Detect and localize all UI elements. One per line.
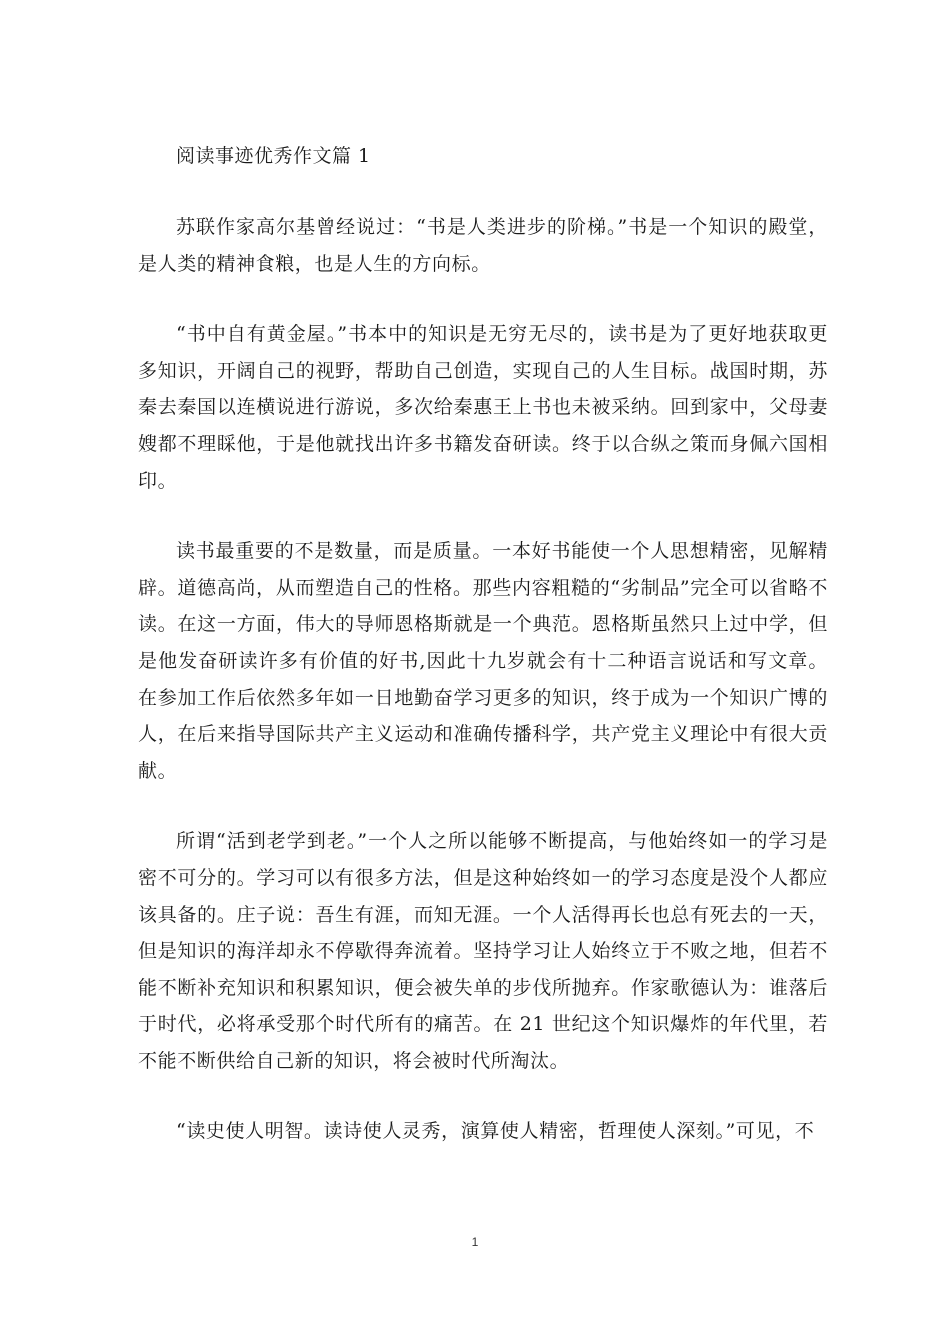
- document-body: [138, 138, 828, 1150]
- essay-title: 阅读事迹优秀作文篇 1: [176, 145, 371, 167]
- paragraph-4: 所谓“活到老学到老。”一个人之所以能够不断提高，与他始终如一的学习是密不可分的。学习可以有很多方法，但是这种始终如一的学习态度是没个人都应该具备的。庄子说：吾生有涯，而知无涯。一个人活得再长也总有死去的一天，但是知识的海洋却永不停歇得奔流着。坚持学习让人始终立于不败之地，但若不能不断补充知识和积累知识，便会被失单的步伐所抛弃。作家歌德认为：谁落后于时代，必将承受那个时代所有的痛苦。在 21 世纪这个知识爆炸的年代里，若不能不断供给自己新的知识，将会被时代所淘汰。: [138, 830, 828, 1072]
- paragraph-5: “读史使人明智。读诗使人灵秀，演算使人精密，哲理使人深刻。”可见，不: [176, 1120, 815, 1143]
- paragraph-1: 苏联作家高尔基曾经说过：“书是人类进步的阶梯。”书是一个知识的殿堂，是人类的精神食粮，也是人生的方向标。: [138, 216, 828, 275]
- paragraph-2: “书中自有黄金屋。”书本中的知识是无穷无尽的，读书是为了更好地获取更多知识，开阔自己的视野，帮助自己创造，实现自己的人生目标。战国时期，苏秦去秦国以连横说进行游说，多次给秦惠王上书也未被采纳。回到家中，父母妻嫂都不理睬他，于是他就找出许多书籍发奋研读。终于以合纵之策而身佩六国相印。: [138, 323, 828, 492]
- paragraph-3: 读书最重要的不是数量，而是质量。一本好书能使一个人思想精密，见解精辟。道德高尚，从而塑造自己的性格。那些内容粗糙的“劣制品”完全可以省略不读。在这一方面，伟大的导师恩格斯就是一个典范。恩格斯虽然只上过中学，但是他发奋研读许多有价值的好书,因此十九岁就会有十二种语言说话和写文章。在参加工作后依然多年如一日地勤奋学习更多的知识，终于成为一个知识广博的人，在后来指导国际共产主义运动和准确传播科学，共产党主义理论中有很大贡献。: [138, 540, 828, 782]
- page-number: 1: [471, 1235, 479, 1249]
